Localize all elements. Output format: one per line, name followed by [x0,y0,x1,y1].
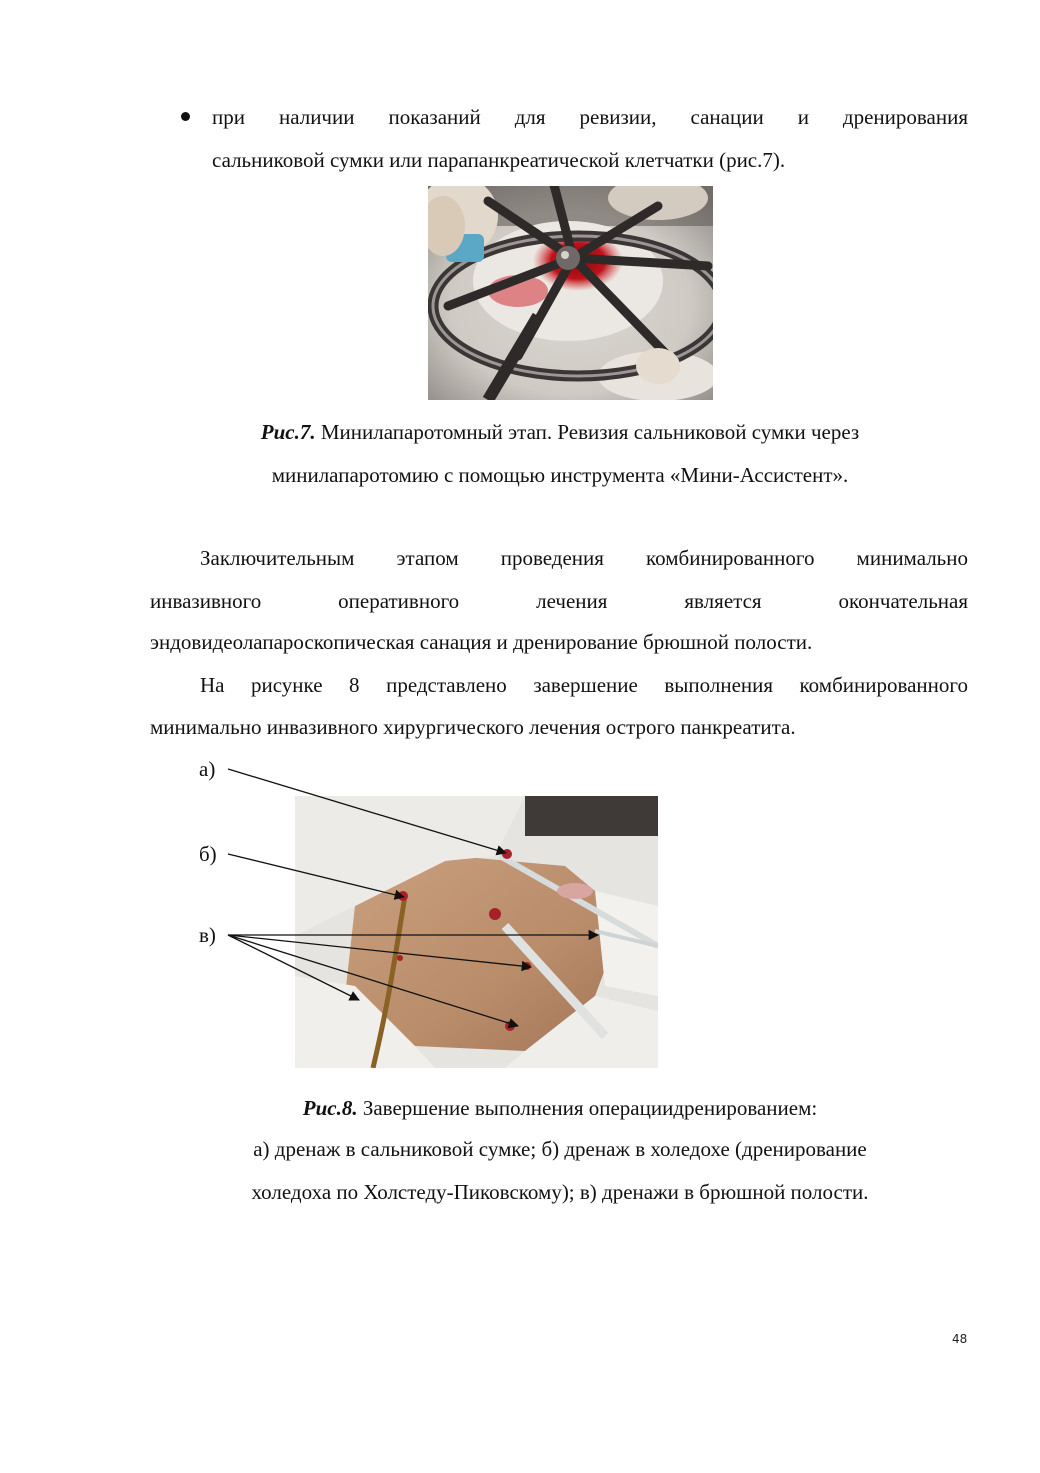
figure-7-caption-line-1 [120,418,1000,446]
paragraph-1-line-2: инвазивного оперативного лечения является окончательная [150,589,968,613]
bullet-line-2: сальниковой сумки или парапанкреатической клетчатки (рис.7). [212,148,786,172]
page-number: 48 [952,1332,968,1346]
bullet-line-1: при наличии показаний для ревизии, санации и дренирования [212,105,968,129]
figure-7-caption-line-2: минилапаротомию с помощью инструмента «Мини-Ассистент». [271,463,849,487]
figure-8-marker-v: в) [199,923,216,947]
figure-8-label: Рис.8. [302,1096,358,1120]
figure-8-caption-line-1 [120,1094,1000,1122]
bullet-marker [181,112,190,121]
drainage-photo-image [295,796,658,1068]
figure-8-photo [295,796,658,1068]
figure-8-caption-line-3: холедоха по Холстеду-Пиковскому); в) дренажи в брюшной полости. [251,1180,869,1204]
figure-8-marker-a: а) [199,757,216,781]
paragraph-2-line-1: На рисунке 8 представлено завершение выполнения комбинированного [200,673,968,697]
figure-7-label: Рис.7. [260,420,316,444]
paragraph-1-line-3: эндовидеолапароскопическая санация и дренирование брюшной полости. [150,630,813,654]
retractor-photo-image [428,186,713,400]
figure-7-photo [428,186,713,400]
figure-8-caption-line-2: а) дренаж в сальниковой сумке; б) дренаж в холедохе (дренирование [253,1137,867,1161]
paragraph-2-line-2: минимально инвазивного хирургического лечения острого панкреатита. [150,715,796,739]
figure-8-caption-text-1: Завершение выполнения операциидренированием: [357,1096,818,1120]
figure-7-caption-text-1: Минилапаротомный этап. Ревизия сальниковой сумки через [315,420,860,444]
figure-8-marker-b: б) [199,842,217,866]
paragraph-1-line-1: Заключительным этапом проведения комбинированного минимально [200,546,968,570]
